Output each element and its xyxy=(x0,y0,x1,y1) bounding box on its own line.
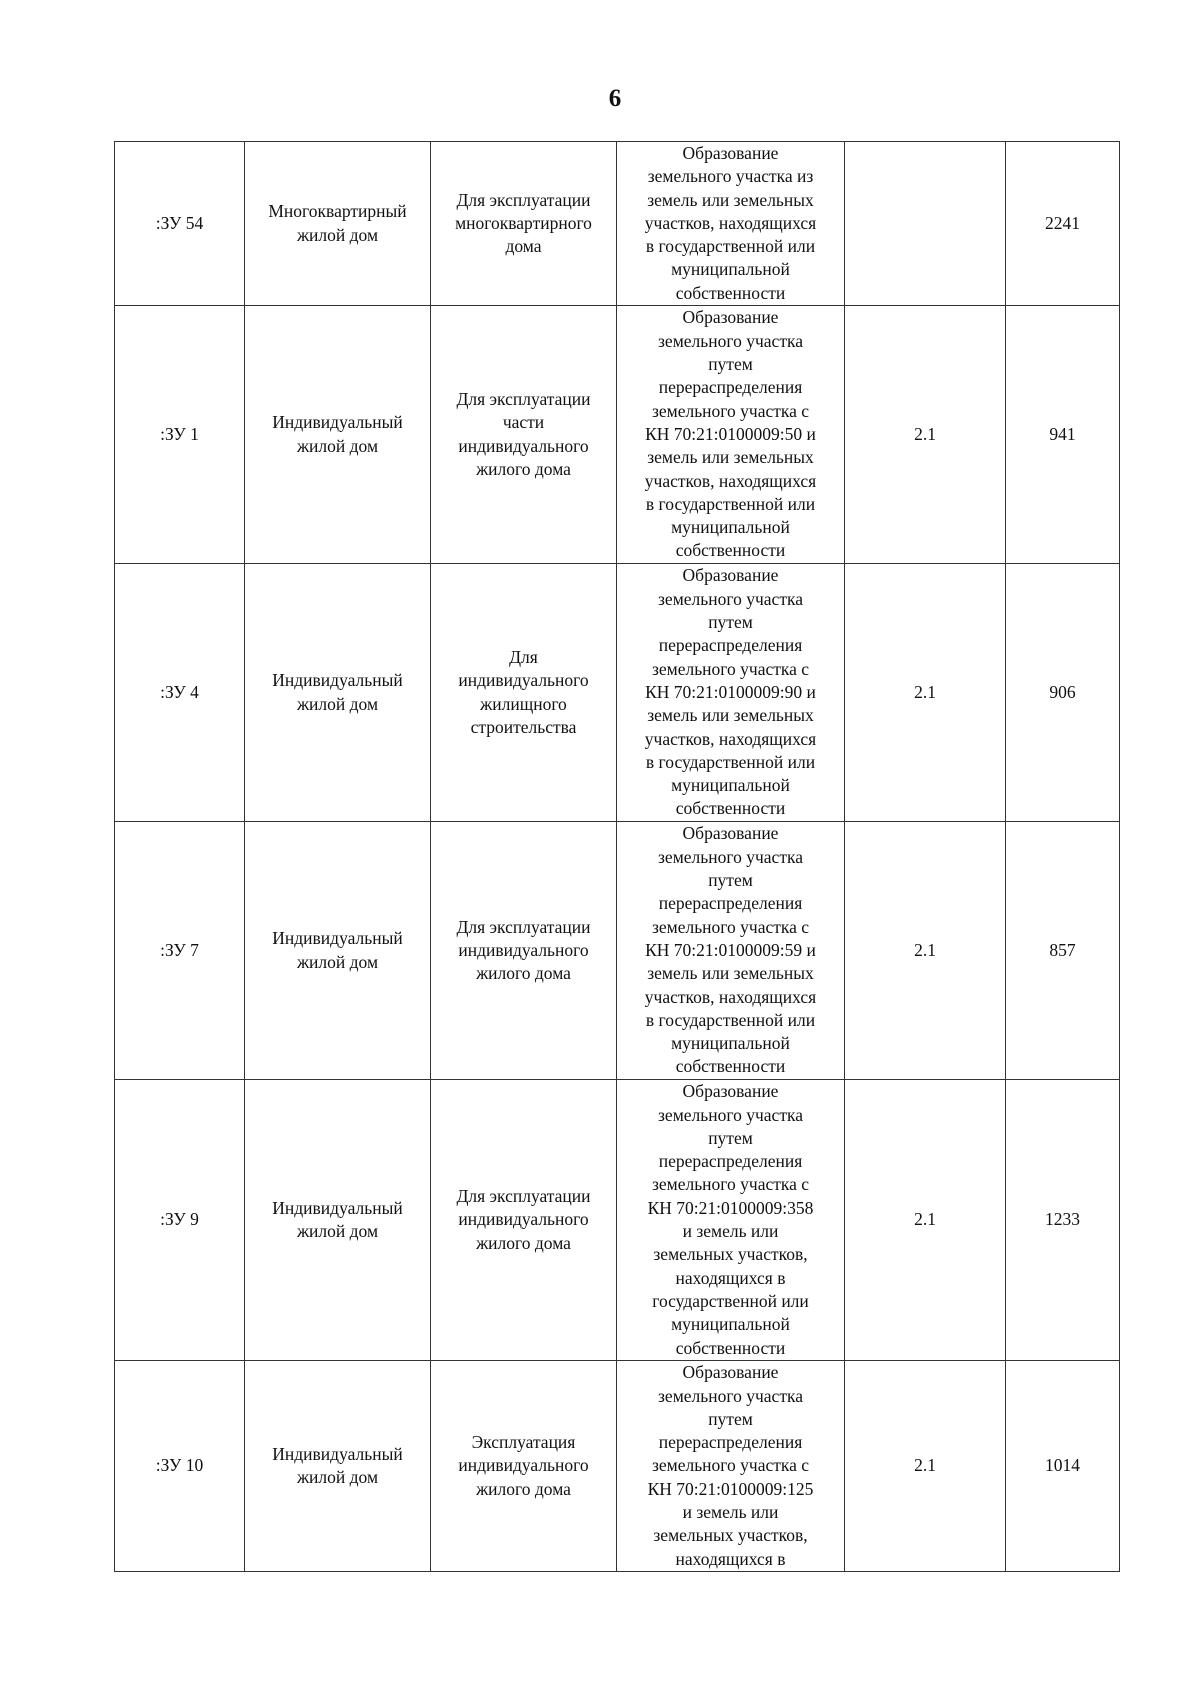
object-type-cell: Индивидуальный жилой дом xyxy=(245,306,431,564)
use-code-cell: 2.1 xyxy=(845,822,1006,1080)
plot-id-cell: :ЗУ 1 xyxy=(115,306,245,564)
area-cell: 2241 xyxy=(1006,142,1120,306)
permitted-use-cell: Для эксплуатации части индивидуального жилого дома xyxy=(431,306,617,564)
formation-method-cell: Образование земельного участка из земель или земельных участков, находящихся в государственной или муниципальной собственности xyxy=(617,142,845,306)
use-code-cell: 2.1 xyxy=(845,1361,1006,1572)
use-code-cell xyxy=(845,142,1006,306)
formation-method-cell: Образование земельного участка путем перераспределения земельного участка с КН 70:21:0100009:358 и земель или земельных участков, находящихся в государственной или муниципальной собственности xyxy=(617,1080,845,1361)
table-row xyxy=(115,1080,1120,1361)
formation-method-cell: Образование земельного участка путем перераспределения земельного участка с КН 70:21:0100009:59 и земель или земельных участков, находящихся в государственной или муниципальной собственности xyxy=(617,822,845,1080)
area-cell: 941 xyxy=(1006,306,1120,564)
object-type-cell: Многоквартирный жилой дом xyxy=(245,142,431,306)
land-plots-table xyxy=(114,141,1120,1572)
permitted-use-cell: Для эксплуатации индивидуального жилого дома xyxy=(431,1080,617,1361)
permitted-use-cell: Для эксплуатации индивидуального жилого дома xyxy=(431,822,617,1080)
area-cell: 906 xyxy=(1006,564,1120,822)
permitted-use-cell: Эксплуатация индивидуального жилого дома xyxy=(431,1361,617,1572)
page-number: 6 xyxy=(608,85,622,112)
formation-method-cell: Образование земельного участка путем перераспределения земельного участка с КН 70:21:0100009:90 и земель или земельных участков, находящихся в государственной или муниципальной собственности xyxy=(617,564,845,822)
area-cell: 1014 xyxy=(1006,1361,1120,1572)
table-row xyxy=(115,564,1120,822)
object-type-cell: Индивидуальный жилой дом xyxy=(245,1080,431,1361)
object-type-cell: Индивидуальный жилой дом xyxy=(245,822,431,1080)
area-cell: 857 xyxy=(1006,822,1120,1080)
permitted-use-cell: Для индивидуального жилищного строительства xyxy=(431,564,617,822)
area-cell: 1233 xyxy=(1006,1080,1120,1361)
object-type-cell: Индивидуальный жилой дом xyxy=(245,564,431,822)
formation-method-cell: Образование земельного участка путем перераспределения земельного участка с КН 70:21:0100009:50 и земель или земельных участков, находящихся в государственной или муниципальной собственности xyxy=(617,306,845,564)
table-row xyxy=(115,306,1120,564)
plot-id-cell: :ЗУ 9 xyxy=(115,1080,245,1361)
use-code-cell: 2.1 xyxy=(845,564,1006,822)
permitted-use-cell: Для эксплуатации многоквартирного дома xyxy=(431,142,617,306)
table-row xyxy=(115,1361,1120,1572)
table-row xyxy=(115,142,1120,306)
use-code-cell: 2.1 xyxy=(845,306,1006,564)
plot-id-cell: :ЗУ 7 xyxy=(115,822,245,1080)
object-type-cell: Индивидуальный жилой дом xyxy=(245,1361,431,1572)
use-code-cell: 2.1 xyxy=(845,1080,1006,1361)
plot-id-cell: :ЗУ 4 xyxy=(115,564,245,822)
plot-id-cell: :ЗУ 10 xyxy=(115,1361,245,1572)
plot-id-cell: :ЗУ 54 xyxy=(115,142,245,306)
table-row xyxy=(115,822,1120,1080)
formation-method-cell: Образование земельного участка путем перераспределения земельного участка с КН 70:21:0100009:125 и земель или земельных участков, находящихся в xyxy=(617,1361,845,1572)
